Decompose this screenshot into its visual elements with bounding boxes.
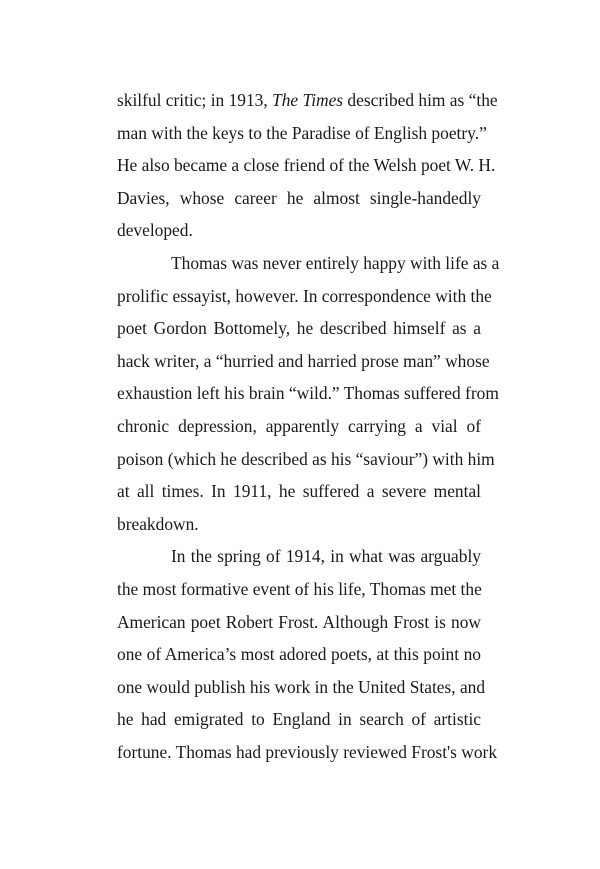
text-line: In the spring of 1914, in what was arguably bbox=[171, 546, 481, 567]
text-line: exhaustion left his brain “wild.” Thomas suffered from bbox=[117, 383, 499, 404]
text-line: chronic depression, apparently carrying a vial of bbox=[117, 415, 481, 436]
text-line: Thomas was never entirely happy with life as a bbox=[171, 252, 500, 273]
text-line: prolific essayist, however. In correspondence with the bbox=[117, 285, 492, 306]
text-line: he had emigrated to England in search of artistic bbox=[117, 709, 481, 730]
text-line: man with the keys to the Paradise of English poetry.” bbox=[117, 122, 487, 143]
text-line: the most formative event of his life, Thomas met the bbox=[117, 578, 482, 599]
text-line: one would publish his work in the United States, and bbox=[117, 676, 486, 697]
text-line: breakdown. bbox=[117, 513, 199, 534]
text-line: hack writer, a “hurried and harried prose man” whose bbox=[117, 350, 490, 371]
text-line: Davies, whose career he almost single-handedly bbox=[117, 187, 481, 208]
text-line: fortune. Thomas had previously reviewed Frost's work bbox=[117, 741, 498, 762]
text-line: one of America’s most adored poets, at this point no bbox=[117, 644, 481, 665]
paragraph-3 bbox=[117, 540, 498, 768]
text-line: American poet Robert Frost. Although Frost is now bbox=[117, 611, 481, 632]
text-line: poison (which he described as his “saviour”) with him bbox=[117, 448, 495, 469]
text-line: at all times. In 1911, he suffered a severe mental bbox=[117, 481, 481, 502]
text-line: poet Gordon Bottomely, he described himself as a bbox=[117, 318, 481, 339]
text-line: He also became a close friend of the Welsh poet W. H. bbox=[117, 155, 496, 176]
italic-title: The Times bbox=[272, 90, 344, 110]
text-line: skilful critic; in 1913, The Times described him as “the bbox=[117, 90, 498, 110]
paragraph-1 bbox=[117, 84, 498, 247]
page-body bbox=[117, 84, 500, 768]
paragraph-2 bbox=[117, 247, 500, 540]
text-line: developed. bbox=[117, 220, 193, 241]
